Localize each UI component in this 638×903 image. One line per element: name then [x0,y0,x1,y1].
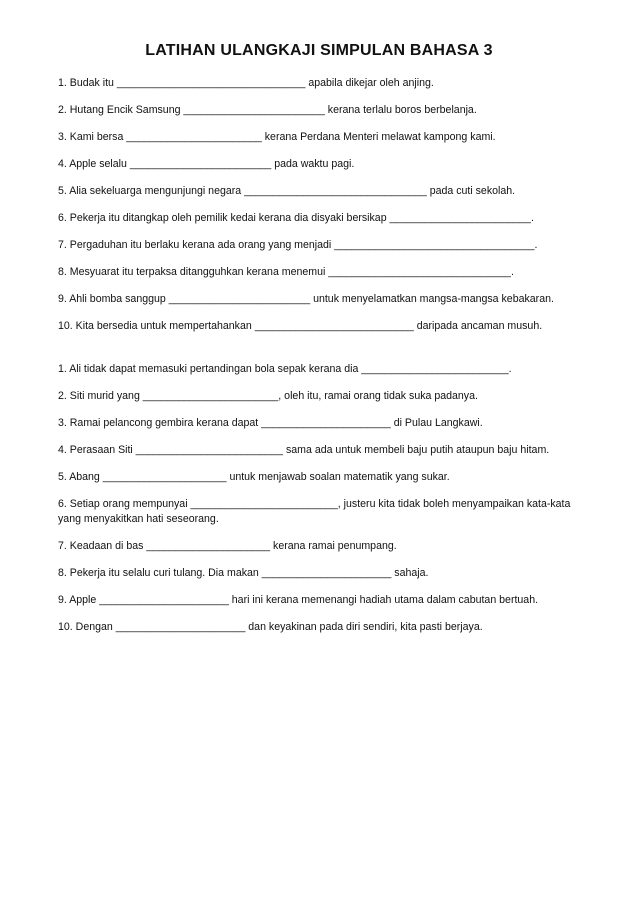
question-1-5: 5. Alia sekeluarga mengunjungi negara _______________________________ pada cuti sekolah. [58,185,516,197]
question-1-2: 2. Hutang Encik Samsung ________________________ kerana terlalu boros berbelanja. [58,104,477,116]
section-divider-space [58,346,580,362]
question-1-4: 4. Apple selalu ________________________ pada waktu pagi. [58,158,355,170]
question-2-1: 1. Ali tidak dapat memasuki pertandingan bola sepak kerana dia _________________________. [58,363,512,375]
question-1-8: 8. Mesyuarat itu terpaksa ditangguhkan kerana menemui _______________________________. [58,266,514,278]
question-2-8: 8. Pekerja itu selalu curi tulang. Dia makan ______________________ sahaja. [58,567,429,579]
question-1-7: 7. Pergaduhan itu berlaku kerana ada orang yang menjadi __________________________________. [58,239,538,251]
question-2-2: 2. Siti murid yang _______________________, oleh itu, ramai orang tidak suka padanya. [58,390,478,402]
question-1-1: 1. Budak itu ________________________________ apabila dikejar oleh anjing. [58,77,434,89]
question-2-9: 9. Apple ______________________ hari ini kerana memenangi hadiah utama dalam cabutan bertuah. [58,594,539,606]
question-1-10: 10. Kita bersedia untuk mempertahankan ___________________________ daripada ancaman musuh. [58,320,543,332]
question-2-5: 5. Abang _____________________ untuk menjawab soalan matematik yang sukar. [58,471,450,483]
worksheet-title: LATIHAN ULANGKAJI SIMPULAN BAHASA 3 [145,42,493,59]
question-2-6: 6. Setiap orang mempunyai _________________________, justeru kita tidak boleh menyampaikan kata-kata yang menyakitkan hati seseorang. [58,498,571,525]
question-1-6: 6. Pekerja itu ditangkap oleh pemilik kedai kerana dia disyaki bersikap ________________________. [58,212,534,224]
section-1-list [58,76,580,334]
question-2-3: 3. Ramai pelancong gembira kerana dapat ______________________ di Pulau Langkawi. [58,417,483,429]
question-2-7: 7. Keadaan di bas _____________________ kerana ramai penumpang. [58,540,397,552]
question-2-4: 4. Perasaan Siti _________________________ sama ada untuk membeli baju putih ataupun baju hitam. [58,444,550,456]
section-2-list [58,362,580,635]
question-1-9: 9. Ahli bomba sanggup ________________________ untuk menyelamatkan mangsa-mangsa kebakaran. [58,293,554,305]
question-1-3: 3. Kami bersa _______________________ kerana Perdana Menteri melawat kampong kami. [58,131,496,143]
question-2-10: 10. Dengan ______________________ dan keyakinan pada diri sendiri, kita pasti berjaya. [58,621,483,633]
